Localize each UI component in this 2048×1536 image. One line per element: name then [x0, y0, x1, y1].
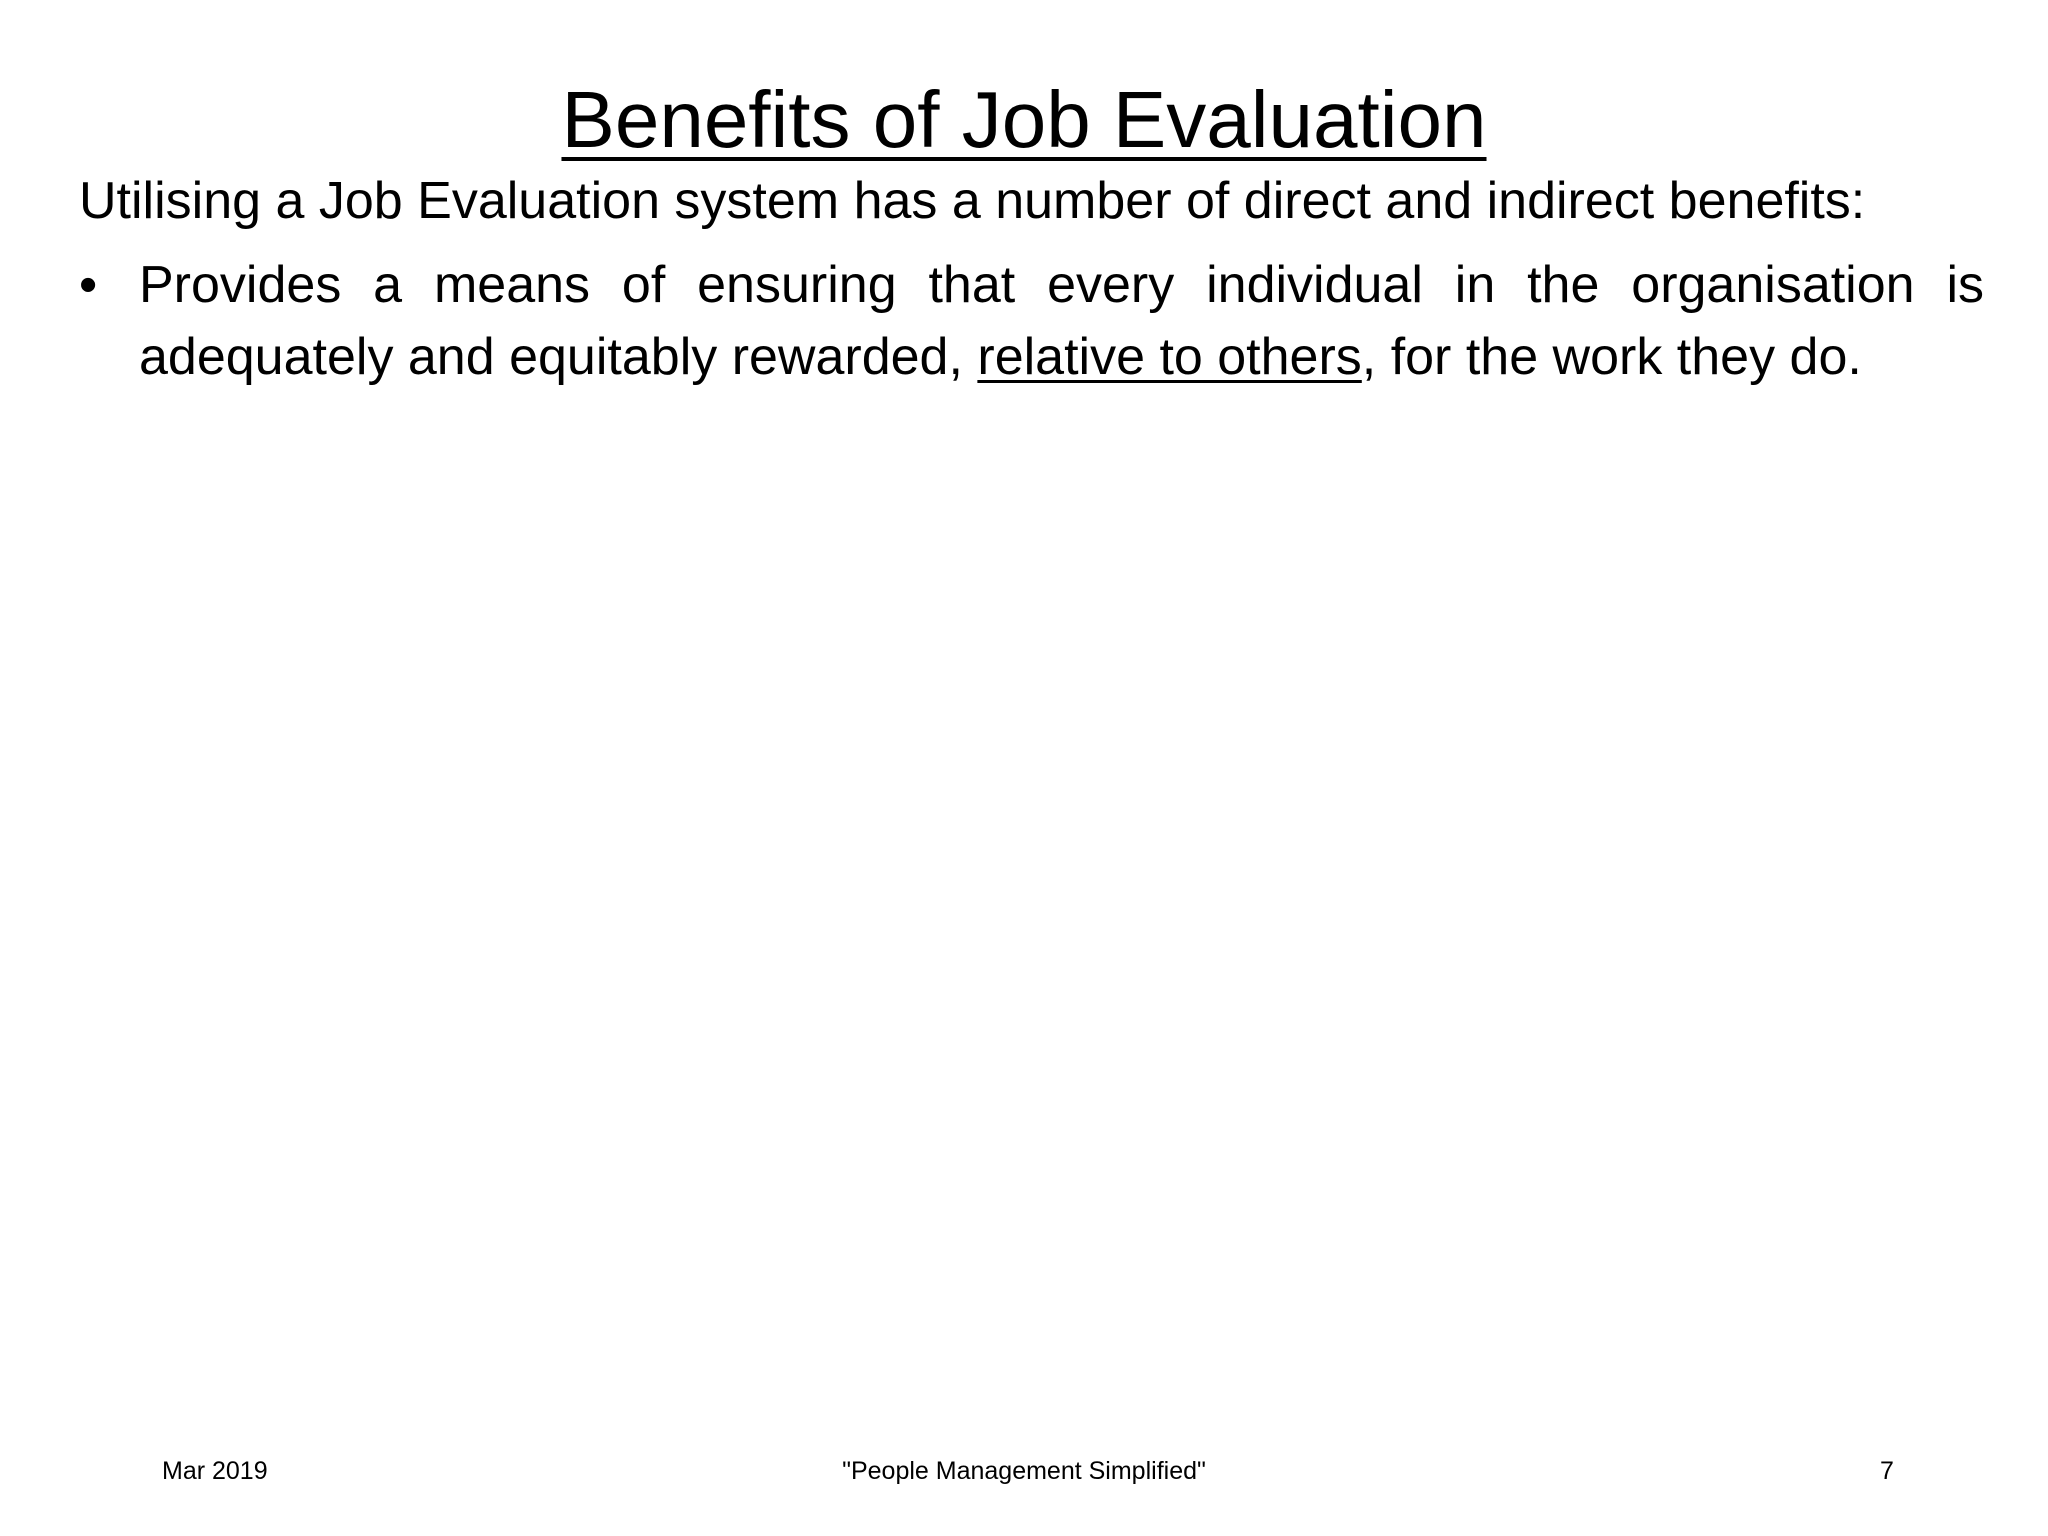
intro-paragraph: Utilising a Job Evaluation system has a number of direct and indirect benefits: — [79, 172, 1866, 230]
bullet-marker: • — [79, 256, 98, 314]
bullet-item — [79, 249, 1984, 393]
footer-title: "People Management Simplified" — [842, 1457, 1206, 1485]
bullet-text-underlined: relative to others — [977, 328, 1362, 386]
bullet-text-before: Provides a means of ensuring that every individual in the organisation is adequately and equitably rewarded, — [139, 256, 1984, 386]
page-number: 7 — [1880, 1457, 1894, 1485]
slide-body — [79, 165, 1984, 393]
bullet-list — [79, 249, 1984, 393]
bullet-text-after: , for the work they do. — [1361, 328, 1862, 386]
footer-date: Mar 2019 — [162, 1457, 268, 1485]
slide-title: Benefits of Job Evaluation — [561, 75, 1487, 164]
